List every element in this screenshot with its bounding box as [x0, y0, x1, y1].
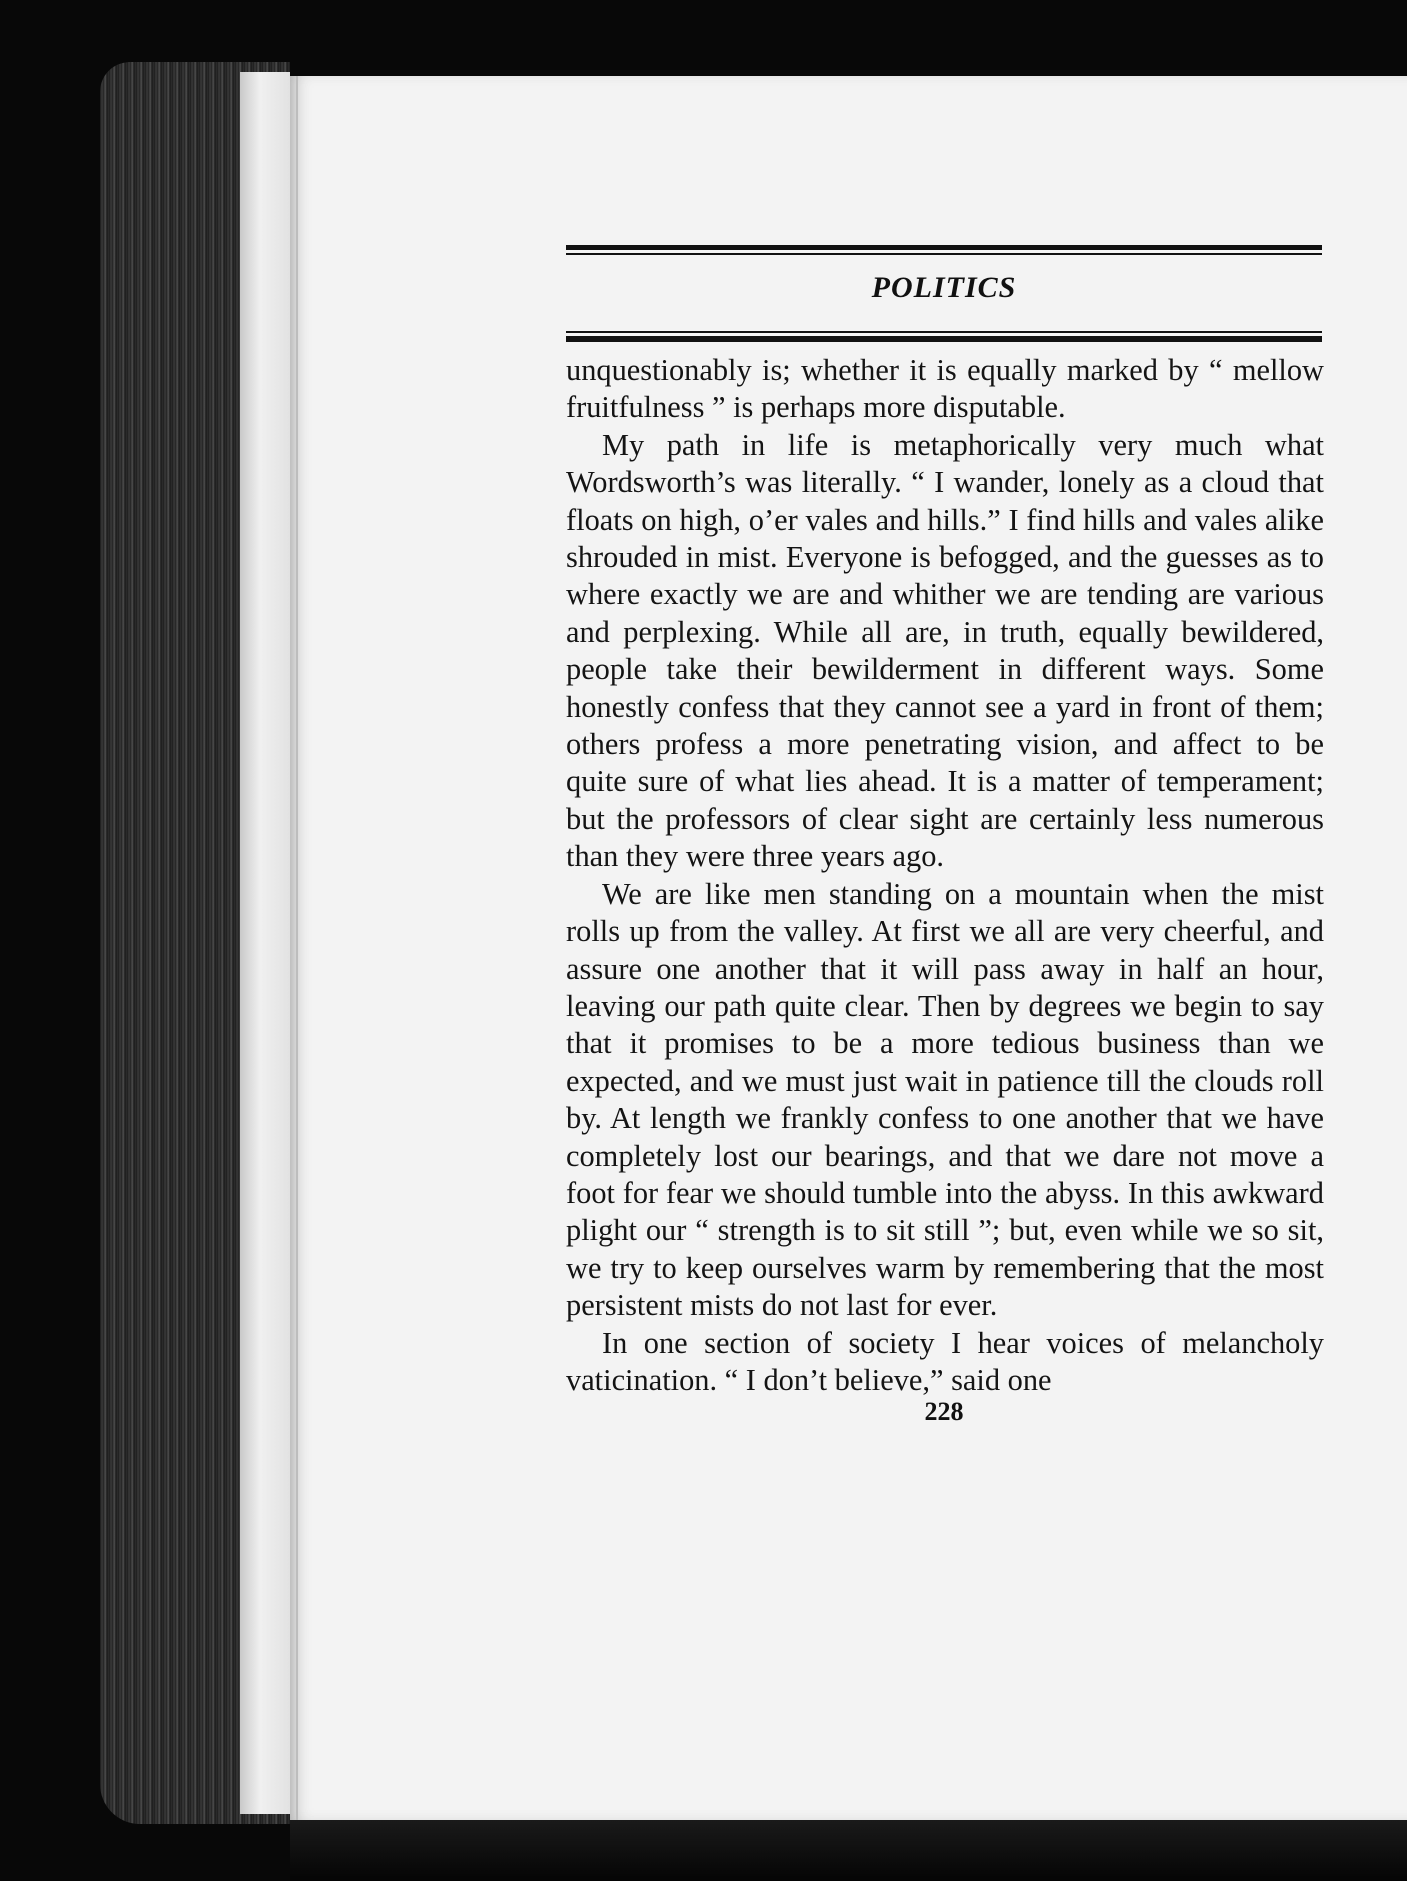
gutter-line: [296, 76, 298, 1820]
body-text: [566, 352, 1324, 1399]
paragraph: In one section of society I hear voices of melancholy vaticination. “ I don’t believe,” said one: [566, 1325, 1324, 1397]
paragraph: My path in life is metaphorically very much what Wordsworth’s was literally. “ I wander, lonely as a cloud that floats on high, o’er vales and hills.” I find hills and vales alike shrouded in mist. Everyone is befogged, and the guesses as to where exactly we are and whither we are tending are various and perplexing. While all are, in truth, equally bewildered, people take their bewilderment in different ways. Some honestly confess that they cannot see a yard in front of them; others profess a more penetrating vision, and affect to be quite sure of what lies ahead. It is a matter of temperament; but the professors of clear sight are certainly less numerous than they were three years ago.: [566, 427, 1324, 874]
header-rule-bottom-thin: [566, 331, 1322, 333]
paragraph-continued: unquestionably is; whether it is equally marked by “ mellow fruitfulness ” is perhaps more disputable.: [566, 353, 1324, 425]
book-page-edges: [100, 62, 290, 1824]
book-page: [290, 76, 1407, 1820]
header-rule-top: [566, 245, 1322, 250]
running-head: POLITICS: [871, 271, 1017, 304]
header-rule-top-thin: [566, 253, 1322, 255]
header-rule-bottom: [566, 336, 1322, 342]
paragraph: We are like men standing on a mountain when the mist rolls up from the valley. At first we all are very cheerful, and assure one another that it will pass away in half an hour, leaving our path quite clear. Then by degrees we begin to say that it promises to be a more tedious business than we expected, and we must just wait in patience till the clouds roll by. At length we frankly confess to one another that we have completely lost our bearings, and that we dare not move a foot for fear we should tumble into the abyss. In this awkward plight our “ strength is to sit still ”; but, even while we so sit, we try to keep ourselves warm by remembering that the most persistent mists do not last for ever.: [566, 876, 1324, 1323]
page-number: 228: [924, 1397, 964, 1426]
scan-bottom-edge: [290, 1820, 1407, 1881]
